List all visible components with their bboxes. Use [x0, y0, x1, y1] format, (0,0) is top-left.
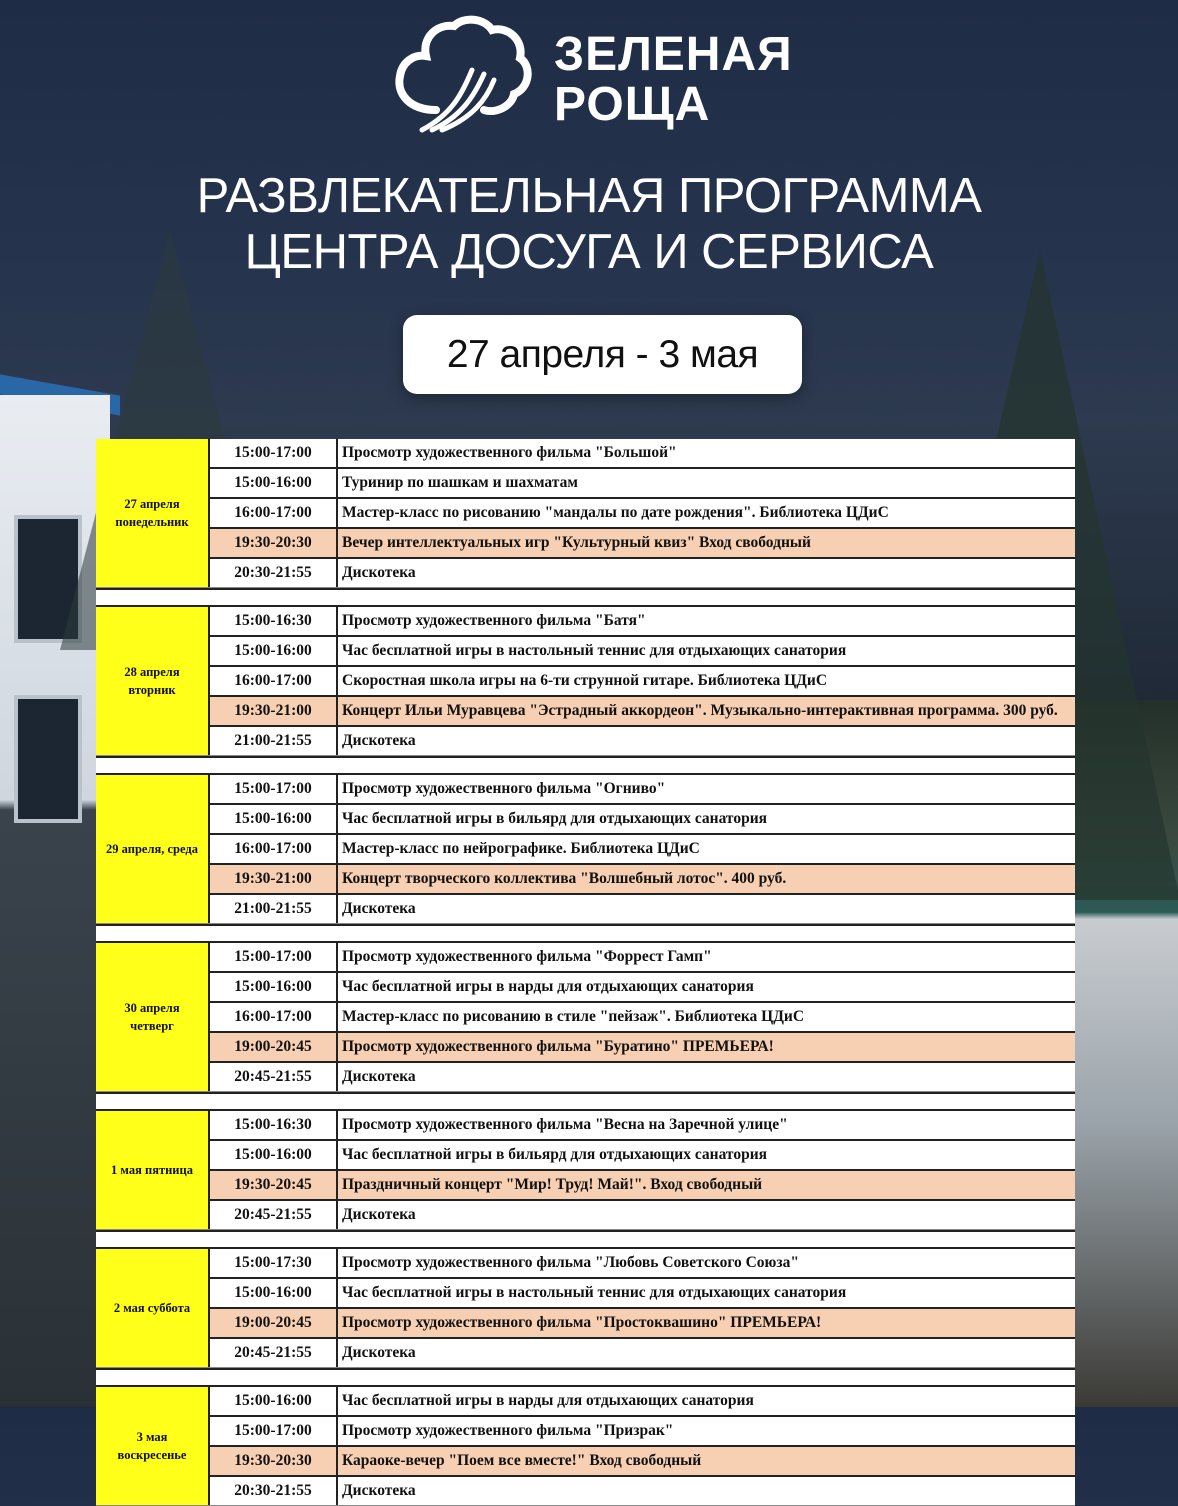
event-row [210, 865, 1075, 895]
day-label: 2 мая суббота [96, 1249, 210, 1367]
event-time: 15:00-16:30 [210, 607, 338, 635]
day-separator [96, 1230, 1075, 1249]
event-title: Мастер-класс по рисованию "мандалы по дате рождения". Библиотека ЦДиС [342, 504, 889, 521]
day-label: 30 апреля четверг [96, 943, 210, 1091]
event-title: Караоке-вечер "Поем все вместе!" Вход свободный [338, 1447, 1075, 1475]
event-row [210, 1279, 1075, 1309]
event-title: Просмотр художественного фильма "Призрак" [342, 1422, 674, 1439]
event-title: Час бесплатной игры в нарды для отдыхающих санатория [342, 978, 754, 995]
event-title: Дискотека [342, 1482, 416, 1499]
event-time: 20:45-21:55 [210, 1063, 338, 1091]
event-time: 19:30-20:45 [210, 1171, 338, 1199]
brand-name-line1: ЗЕЛЕНАЯ [554, 28, 793, 81]
event-time: 19:00-20:45 [210, 1309, 338, 1337]
event-time: 15:00-16:00 [210, 1387, 338, 1415]
event-row [210, 697, 1075, 727]
event-row [210, 1201, 1075, 1229]
day-label: 1 мая пятница [96, 1111, 210, 1229]
event-title: Дискотека [342, 1206, 416, 1223]
event-row [210, 1003, 1075, 1033]
event-row [210, 1249, 1075, 1279]
event-row [210, 1387, 1075, 1417]
event-row [210, 1111, 1075, 1141]
event-time: 20:30-21:55 [210, 559, 338, 587]
event-title: Просмотр художественного фильма "Весна на Заречной улице" [342, 1116, 788, 1133]
day-label: 29 апреля, среда [96, 775, 210, 923]
day-label: 27 апреля понедельник [96, 439, 210, 587]
event-row [210, 499, 1075, 529]
title-line2: ЦЕНТРА ДОСУГА И СЕРВИСА [244, 225, 934, 279]
event-row [210, 895, 1075, 923]
event-row [210, 835, 1075, 865]
event-row [210, 529, 1075, 559]
event-row [210, 607, 1075, 637]
event-title: Час бесплатной игры в настольный теннис для отдыхающих санатория [342, 642, 847, 659]
event-title: Просмотр художественного фильма "Любовь Советского Союза" [342, 1254, 799, 1271]
event-row [210, 1033, 1075, 1063]
event-time: 19:30-21:00 [210, 865, 338, 893]
event-time: 16:00-17:00 [210, 1003, 338, 1031]
event-title: Час бесплатной игры в нарды для отдыхающих санатория [342, 1392, 754, 1409]
event-title: Просмотр художественного фильма "Буратино" ПРЕМЬЕРА! [338, 1033, 1075, 1061]
day-separator [96, 924, 1075, 943]
tree-logo-icon [392, 14, 532, 134]
title-line1: РАЗВЛЕКАТЕЛЬНАЯ ПРОГРАММА [196, 169, 982, 223]
event-time: 19:00-20:45 [210, 1033, 338, 1061]
event-title: Вечер интеллектуальных игр "Культурный квиз" Вход свободный [338, 529, 1075, 557]
page-title [0, 168, 1178, 280]
event-title: Час бесплатной игры в бильярд для отдыхающих санатория [342, 1146, 768, 1163]
day-block [96, 775, 1075, 924]
event-row [210, 469, 1075, 499]
brand-logo [392, 14, 802, 134]
event-row [210, 1447, 1075, 1477]
event-row [210, 1477, 1075, 1505]
event-time: 16:00-17:00 [210, 667, 338, 695]
event-time: 15:00-16:00 [210, 469, 338, 497]
event-row [210, 1339, 1075, 1367]
event-time: 15:00-17:00 [210, 439, 338, 467]
date-range-badge: 27 апреля - 3 мая [403, 315, 802, 394]
day-block [96, 439, 1075, 588]
event-title: Дискотека [342, 1068, 416, 1085]
brand-name-line2: РОЩА [554, 78, 711, 131]
event-title: Дискотека [342, 564, 416, 581]
event-time: 19:30-20:30 [210, 529, 338, 557]
event-row [210, 805, 1075, 835]
event-row [210, 637, 1075, 667]
event-row [210, 1171, 1075, 1201]
event-title: Дискотека [342, 900, 416, 917]
event-time: 19:30-21:00 [210, 697, 338, 725]
event-time: 15:00-17:00 [210, 943, 338, 971]
event-row [210, 775, 1075, 805]
event-row [210, 667, 1075, 697]
event-time: 16:00-17:00 [210, 499, 338, 527]
event-time: 15:00-16:00 [210, 1141, 338, 1169]
day-block [96, 1387, 1075, 1506]
event-title: Просмотр художественного фильма "Большой" [342, 444, 677, 461]
event-time: 15:00-16:00 [210, 637, 338, 665]
day-label: 28 апреля вторник [96, 607, 210, 755]
event-time: 15:00-16:00 [210, 1279, 338, 1307]
event-title: Дискотека [342, 1344, 416, 1361]
event-row [210, 1309, 1075, 1339]
background-window [14, 695, 82, 823]
event-title: Мастер-класс по нейрографике. Библиотека ЦДиС [342, 840, 700, 857]
event-title: Просмотр художественного фильма "Простоквашино" ПРЕМЬЕРА! [338, 1309, 1075, 1337]
event-title: Праздничный концерт "Мир! Труд! Май!". Вход свободный [338, 1171, 1075, 1199]
event-time: 20:45-21:55 [210, 1339, 338, 1367]
event-time: 15:00-16:00 [210, 973, 338, 1001]
event-time: 15:00-17:00 [210, 1417, 338, 1445]
event-time: 15:00-17:00 [210, 775, 338, 803]
event-row [210, 1063, 1075, 1091]
day-block [96, 943, 1075, 1092]
day-separator [96, 756, 1075, 775]
event-row [210, 1141, 1075, 1171]
day-block [96, 1111, 1075, 1230]
event-time: 15:00-17:30 [210, 1249, 338, 1277]
event-row [210, 943, 1075, 973]
event-time: 21:00-21:55 [210, 727, 338, 755]
event-title: Час бесплатной игры в бильярд для отдыхающих санатория [342, 810, 768, 827]
day-separator [96, 1368, 1075, 1387]
day-separator [96, 1092, 1075, 1111]
event-title: Концерт творческого коллектива "Волшебный лотос". 400 руб. [338, 865, 1075, 893]
event-time: 19:30-20:30 [210, 1447, 338, 1475]
event-row [210, 1417, 1075, 1447]
event-title: Час бесплатной игры в настольный теннис для отдыхающих санатория [342, 1284, 847, 1301]
schedule-table [96, 439, 1075, 1506]
event-title: Просмотр художественного фильма "Форрест Гамп" [342, 948, 712, 965]
event-title: Просмотр художественного фильма "Огниво" [342, 780, 666, 797]
event-time: 20:45-21:55 [210, 1201, 338, 1229]
event-time: 20:30-21:55 [210, 1477, 338, 1505]
event-row [210, 439, 1075, 469]
event-title: Мастер-класс по рисованию в стиле "пейзаж". Библиотека ЦДиС [342, 1008, 805, 1025]
event-title: Концерт Ильи Муравцева "Эстрадный аккордеон". Музыкально-интерактивная программа. 300 руб. [338, 697, 1075, 725]
event-title: Туринир по шашкам и шахматам [342, 474, 578, 491]
event-title: Просмотр художественного фильма "Батя" [342, 612, 646, 629]
day-label: 3 мая воскресенье [96, 1387, 210, 1505]
event-title: Скоростная школа игры на 6-ти струнной гитаре. Библиотека ЦДиС [342, 672, 828, 689]
event-title: Дискотека [342, 732, 416, 749]
day-separator [96, 588, 1075, 607]
event-time: 16:00-17:00 [210, 835, 338, 863]
day-block [96, 607, 1075, 756]
event-row [210, 559, 1075, 587]
event-row [210, 727, 1075, 755]
event-time: 15:00-16:00 [210, 805, 338, 833]
event-row [210, 973, 1075, 1003]
event-time: 15:00-16:30 [210, 1111, 338, 1139]
day-block [96, 1249, 1075, 1368]
event-time: 21:00-21:55 [210, 895, 338, 923]
